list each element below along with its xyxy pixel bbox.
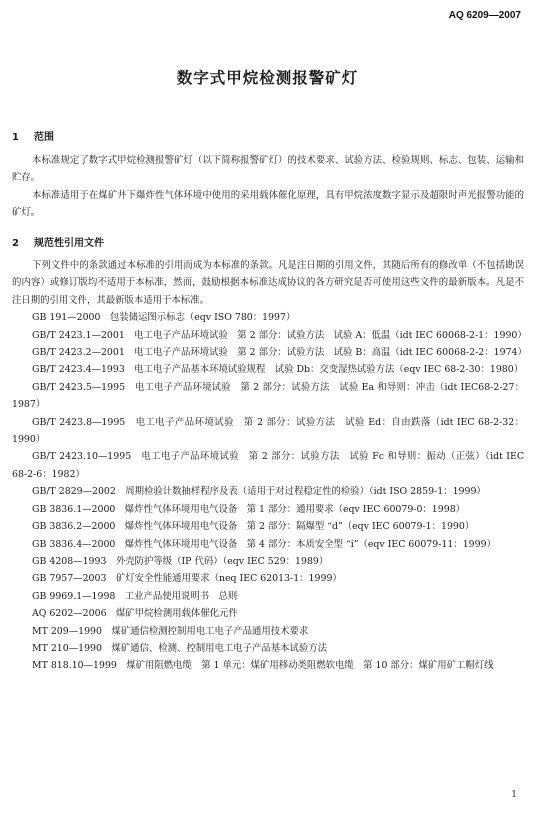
- reference-item: MT 209—1990 煤矿通信检测控制用电工电子产品通用技术要求: [32, 625, 309, 637]
- reference-item: GB 4208—1993 外壳防护等级（IP 代码）（eqv IEC 529：1989）: [32, 555, 329, 567]
- section-1-heading: [12, 128, 54, 143]
- reference-item: GB/T 2423.5—1995 电工电子产品环境试验 第 2 部分：试验方法 试验 Ea 和导则：冲击（idt IEC68-2-27：1987）: [12, 381, 524, 411]
- reference-item: GB/T 2423.2—2001 电工电子产品环境试验 第 2 部分：试验方法 试验 B：高温（idt IEC 60068-2-2：1974）: [32, 347, 527, 359]
- reference-item: MT 818.10—1999 煤矿用阻燃电缆 第 1 单元：煤矿用移动类阻燃软电缆 第 10 部分：煤矿用矿工帽灯线: [32, 660, 494, 672]
- section-1-body: [12, 152, 524, 222]
- reference-item: GB 3836.4—2000 爆炸性气体环境用电气设备 第 4 部分：本质安全型 “i”（eqv IEC 60079-11：1999）: [32, 538, 496, 550]
- section-1-number: 1: [12, 132, 19, 143]
- reference-item: GB 3836.2—2000 爆炸性气体环境用电气设备 第 2 部分：隔爆型 “d”（eqv IEC 60079-1：1990）: [32, 521, 475, 533]
- section-1-paragraph: 本标准适用于在煤矿井下爆炸性气体环境中使用的采用载体催化原理，具有甲烷浓度数字显示及超限时声光报警功能的矿灯。: [12, 189, 524, 219]
- reference-item: GB 7957—2003 矿灯安全性能通用要求（neq IEC 62013-1：1999）: [32, 573, 342, 585]
- section-1-title: 范围: [34, 132, 54, 143]
- reference-item: GB 191—2000 包装储运图示标志（eqv ISO 780：1997）: [32, 312, 296, 324]
- page-number: 1: [511, 790, 517, 800]
- section-2-heading: [12, 234, 104, 249]
- reference-item: GB/T 2423.10—1995 电工电子产品环境试验 第 2 部分：试验方法 试验 Fc 和导则：振动（正弦）（idt IEC 68-2-6：1982）: [12, 451, 524, 480]
- reference-item: GB 9969.1—1998 工业产品使用说明书 总则: [32, 590, 238, 602]
- section-1-paragraph: 本标准规定了数字式甲烷检测报警矿灯（以下简称报警矿灯）的技术要求、试验方法、检验规则、标志、包装、运输和贮存。: [12, 155, 524, 184]
- reference-item: GB/T 2829—2002 周期检验计数抽样程序及表（适用于对过程稳定性的检验）（idt ISO 2859-1：1999）: [32, 486, 486, 498]
- section-2-number: 2: [12, 238, 19, 249]
- section-2-body: [12, 257, 527, 675]
- reference-item: GB/T 2423.8—1995 电工电子产品环境试验 第 2 部分：试验方法 试验 Ed：自由跌落（idt IEC 68-2-32：1990）: [12, 416, 524, 446]
- reference-item: GB/T 2423.1—2001 电工电子产品环境试验 第 2 部分：试验方法 试验 A：低温（idt IEC 60068-2-1：1990）: [32, 329, 527, 341]
- reference-item: GB/T 2423.4—1993 电工电子产品基本环境试验规程 试验 Db：交变湿热试验方法（eqv IEC 68-2-30：1980）: [32, 364, 524, 376]
- document-title: 数字式甲烷检测报警矿灯: [176, 69, 359, 87]
- standard-number: AQ 6209—2007: [448, 10, 521, 21]
- reference-item: GB 3836.1—2000 爆炸性气体环境用电气设备 第 1 部分：通用要求（eqv IEC 60079-0：1998）: [32, 503, 466, 515]
- reference-item: AQ 6202—2006 煤矿甲烷检测用载体催化元件: [32, 608, 238, 620]
- section-2-title: 规范性引用文件: [34, 238, 104, 249]
- section-2-intro: 下列文件中的条款通过本标准的引用而成为本标准的条款。凡是注日期的引用文件，其随后所有的修改单（不包括勘误的内容）或修订版均不适用于本标准，然而，鼓励根据本标准达成协议的各方研究是否可使用这些文件的最新版本。凡是不注日期的引用文件，其最新版本适用于本标准。: [12, 260, 524, 306]
- reference-item: MT 210—1990 煤矿通信、检测、控制用电工电子产品基本试验方法: [32, 642, 327, 654]
